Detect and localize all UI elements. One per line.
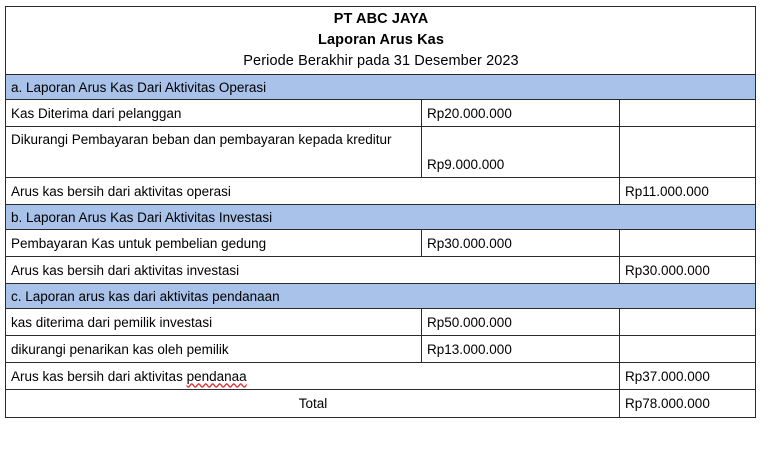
row-amount: Rp20.000.000 (422, 100, 620, 127)
report-title: Laporan Arus Kas (318, 32, 444, 48)
section-a-title: a. Laporan Arus Kas Dari Aktivitas Operasi (6, 75, 756, 100)
row-net (620, 100, 756, 127)
row-label: dikurangi penarikan kas oleh pemilik (6, 336, 422, 363)
net-value: Rp11.000.000 (620, 178, 756, 205)
net-label: Arus kas bersih dari aktivitas operasi (6, 178, 620, 205)
net-label: Arus kas bersih dari aktivitas investasi (6, 257, 620, 284)
total-label: Total (6, 390, 620, 418)
row-net (620, 127, 756, 178)
misspelled-word: pendanaa (186, 368, 247, 384)
report-period: Periode Berakhir pada 31 Desember 2023 (243, 53, 519, 69)
row-label: Dikurangi Pembayaran beban dan pembayaran kepada kreditur (6, 127, 422, 178)
table-row (6, 336, 756, 363)
report-heading (6, 7, 756, 75)
table-row (6, 309, 756, 336)
net-label-text: Arus kas bersih dari aktivitas (11, 368, 187, 384)
net-value: Rp30.000.000 (620, 257, 756, 284)
row-amount: Rp30.000.000 (422, 230, 620, 257)
row-net (620, 309, 756, 336)
section-header-row-investasi (6, 205, 756, 230)
company-name: PT ABC JAYA (333, 11, 429, 27)
row-amount: Rp13.000.000 (422, 336, 620, 363)
row-net (620, 336, 756, 363)
row-net (620, 230, 756, 257)
row-label: kas diterima dari pemilik investasi (6, 309, 422, 336)
section-header-row-operasi (6, 75, 756, 100)
cash-flow-statement-table (5, 6, 756, 418)
table-row (6, 127, 756, 178)
row-amount: Rp9.000.000 (422, 127, 620, 178)
title-row (6, 7, 756, 75)
net-cash-row-operasi (6, 178, 756, 205)
row-label: Kas Diterima dari pelanggan (6, 100, 422, 127)
table-row (6, 230, 756, 257)
net-label (6, 363, 620, 390)
row-amount: Rp50.000.000 (422, 309, 620, 336)
section-c-title: c. Laporan arus kas dari aktivitas pendanaan (6, 284, 756, 309)
section-b-title: b. Laporan Arus Kas Dari Aktivitas Investasi (6, 205, 756, 230)
section-header-row-pendanaan (6, 284, 756, 309)
total-row (6, 390, 756, 418)
net-value: Rp37.000.000 (620, 363, 756, 390)
table-row (6, 100, 756, 127)
net-cash-row-investasi (6, 257, 756, 284)
total-value: Rp78.000.000 (620, 390, 756, 418)
row-label: Pembayaran Kas untuk pembelian gedung (6, 230, 422, 257)
net-cash-row-pendanaan (6, 363, 756, 390)
